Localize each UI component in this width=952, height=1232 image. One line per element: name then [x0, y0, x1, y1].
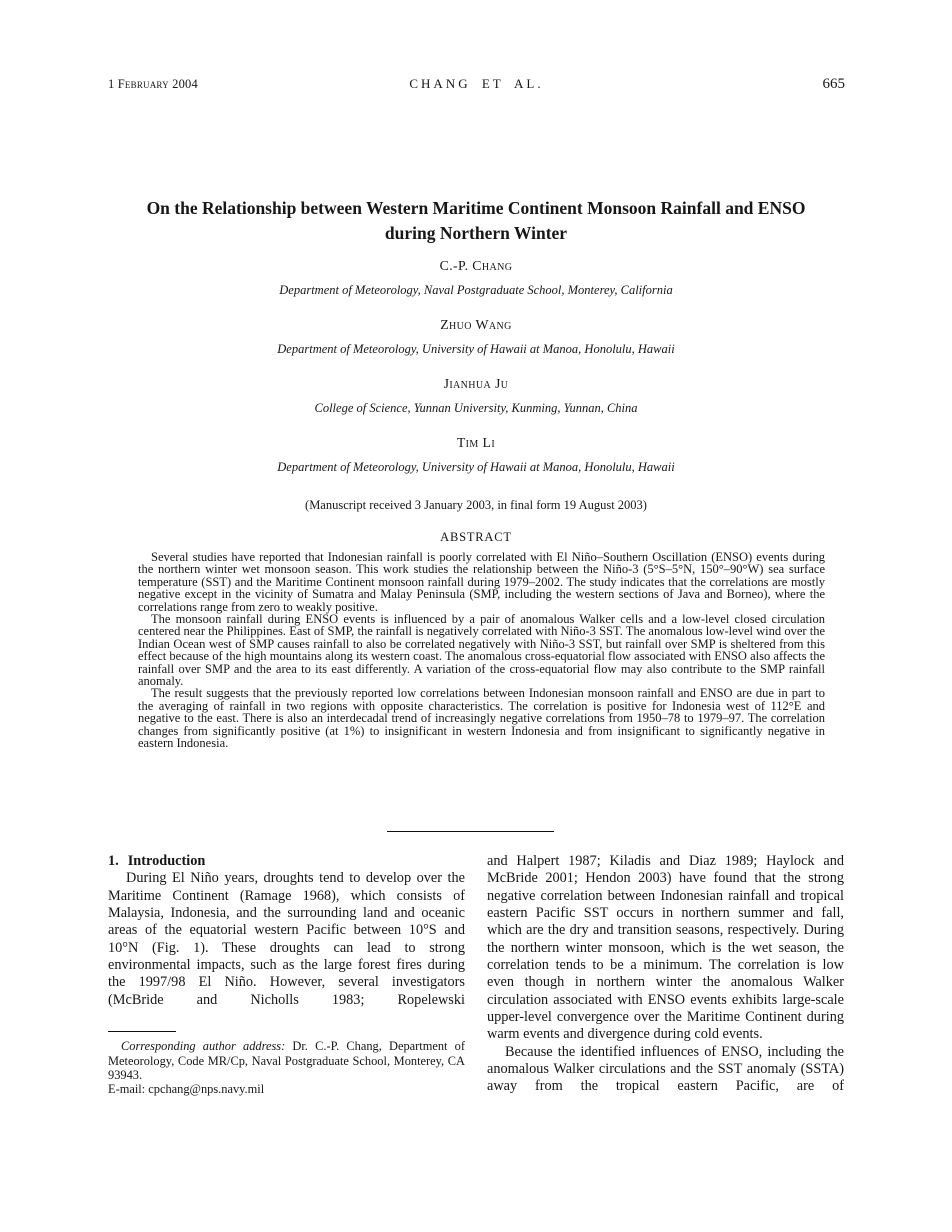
body-column-left	[108, 853, 465, 1097]
author-name-1: C.-P. Chang	[439, 258, 513, 273]
corresponding-author-label: Corresponding author address:	[121, 1039, 286, 1054]
email-line: E-mail: cpchang@nps.navy.mil	[108, 1082, 265, 1097]
abstract-paragraph-1: Several studies have reported that Indonesian rainfall is poorly correlated with El Niño–Southern Oscillation (ENSO) events during the northern winter wet monsoon season. This work studies the relationship between the Niño-3 (5°S–5°N, 150°–90°W) sea surface temperature (SST) and the Maritime Continent monsoon rainfall during 1979–2002. The study indicates that the correlations are mostly negative except in the vicinity of Sumatra and Malay Peninsula (SMP, including the western sections of Java and Borneo), where the correlations range from zero to weakly positive.	[138, 550, 825, 614]
abstract-paragraph-2: The monsoon rainfall during ENSO events is influenced by a pair of anomalous Walker cells and a low-level closed circulation centered near the Philippines. East of SMP, the rainfall is negatively correlated with Niño-3 SST. The anomalous low-level wind over the Indian Ocean west of SMP causes rainfall to also be correlated negatively with Niño-3 SST, but rainfall over SMP is sheltered from this effect because of the high mountains along its western coast. The anomalous cross-equatorial flow associated with ENSO also affects the rainfall over SMP and the area to its east differently. A variation of the cross-equatorial flow may also contribute to the SMP rainfall anomaly.	[138, 612, 825, 689]
manuscript-note: (Manuscript received 3 January 2003, in final form 19 August 2003)	[305, 498, 647, 512]
corresponding-author-address: Dr. C.-P. Chang, Department of Meteorology, Code MR/Cp, Naval Postgraduate School, Monterey, CA 93943.	[108, 1039, 465, 1082]
issue-date: 1 February 2004	[108, 77, 198, 91]
section-heading-introduction	[108, 853, 465, 870]
page-header	[108, 76, 845, 93]
corresponding-author-footnote	[108, 1031, 465, 1097]
page-number: 665	[822, 76, 845, 92]
paper-title	[0, 196, 952, 245]
author-affiliation-1: Department of Meteorology, Naval Postgraduate School, Monterey, California	[279, 283, 673, 297]
running-head: CHANG ET AL.	[409, 76, 544, 91]
corresponding-author-note	[108, 1039, 465, 1082]
section-number: 1.	[108, 853, 119, 869]
footnote-rule	[108, 1031, 176, 1032]
author-name-4: Tim Li	[456, 435, 496, 450]
abstract-paragraph-3: The result suggests that the previously reported low correlations between Indonesian monsoon rainfall and ENSO are due in part to the averaging of rainfall in two regions with opposite characteristics. The correlation is positive for Indonesia west of 112°E and negative to the east. There is also an interdecadal trend of increasingly negative correlations from 1950–78 to 1979–97. The correlation changes from significantly positive (at 1%) to insignificant in western Indonesia and from insignificant to significantly negative in eastern Indonesia.	[138, 686, 825, 751]
section-title: Introduction	[127, 853, 206, 869]
author-name-2: Zhuo Wang	[440, 317, 512, 332]
intro-paragraph-right-1: and Halpert 1987; Kiladis and Diaz 1989; Haylock and McBride 2001; Hendon 2003) have found that the strong negative correlation between Indonesian rainfall and tropical eastern Pacific SST occurs in northern summer and fall, which are the dry and transition seasons, respectively. During the northern winter monsoon, which is the wet season, the correlation tends to be a minimum. The correlation is low even though in northern winter the anomalous Walker circulation associated with ENSO events exhibits large-scale upper-level convergence over the Maritime Continent during warm events and divergence during cold events.	[487, 853, 844, 1043]
body-columns	[108, 853, 845, 1097]
body-column-right	[487, 853, 844, 1097]
paper-title-text: On the Relationship between Western Maritime Continent Monsoon Rainfall and ENSO during Northern Winter	[146, 198, 806, 243]
abstract-heading: ABSTRACT	[440, 530, 512, 544]
author-affiliation-4: Department of Meteorology, University of Hawaii at Manoa, Honolulu, Hawaii	[277, 460, 675, 474]
abstract	[138, 551, 825, 750]
author-affiliation-3: College of Science, Yunnan University, Kunming, Yunnan, China	[314, 401, 638, 415]
section-divider-rule	[387, 831, 554, 832]
intro-paragraph-right-2: Because the identified influences of ENSO, including the anomalous Walker circulations and the SST anomaly (SSTA) away from the tropical eastern Pacific, are of	[487, 1043, 844, 1095]
intro-paragraph-left: During El Niño years, droughts tend to develop over the Maritime Continent (Ramage 1968), which consists of Malaysia, Indonesia, and the surrounding land and oceanic areas of the equatorial western Pacific between 10°S and 10°N (Fig. 1). These droughts can lead to strong environmental impacts, such as the large forest fires during the 1997/98 El Niño. However, several investigators (McBride and Nicholls 1983; Ropelewski	[108, 870, 465, 1008]
author-name-3: Jianhua Ju	[443, 376, 509, 391]
author-affiliation-2: Department of Meteorology, University of Hawaii at Manoa, Honolulu, Hawaii	[277, 342, 675, 356]
